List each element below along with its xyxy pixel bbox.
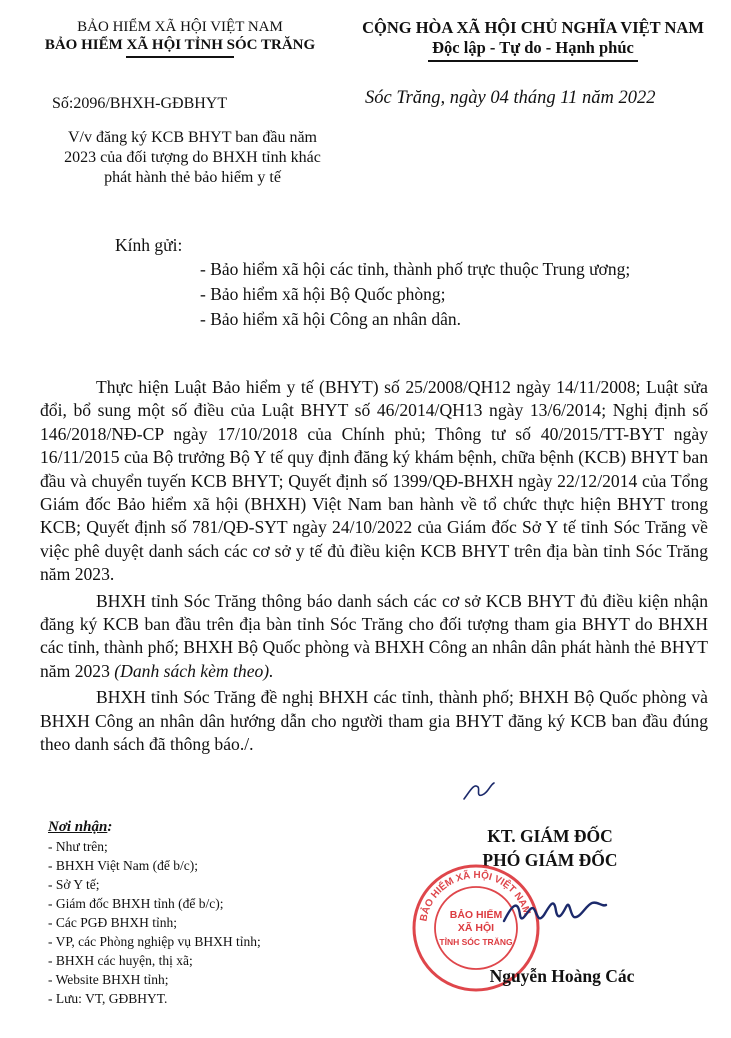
signer-title-1: KT. GIÁM ĐỐC: [487, 826, 613, 846]
svg-text:XÃ HỘI: XÃ HỘI: [457, 922, 495, 934]
distribution-item: - Như trên;: [48, 839, 108, 854]
recipient-item: - Bảo hiểm xã hội Bộ Quốc phòng;: [200, 284, 446, 304]
subject-line: phát hành thẻ bảo hiểm y tế: [104, 169, 281, 186]
signer-name: Nguyễn Hoàng Các: [489, 966, 635, 986]
issuer-header: [20, 18, 340, 58]
country-name: CỘNG HÒA XÃ HỘI CHỦ NGHĨA VIỆT NAM: [362, 18, 704, 37]
issuer-underline: [126, 56, 234, 58]
distribution-item: - BHXH các huyện, thị xã;: [48, 953, 193, 968]
signer-title-2: PHÓ GIÁM ĐỐC: [482, 850, 618, 870]
svg-text:BẢO HIỂM: BẢO HIỂM: [449, 909, 503, 921]
attachment-note: (Danh sách kèm theo).: [114, 660, 274, 681]
recipient-item: - Bảo hiểm xã hội các tỉnh, thành phố trực thuộc Trung ương;: [200, 259, 631, 279]
document-date: Sóc Trăng, ngày 04 tháng 11 năm 2022: [365, 88, 656, 108]
document-number: Số:2096/BHXH-GĐBHYT: [52, 95, 228, 112]
distribution-title: Nơi nhận:: [48, 819, 113, 835]
subject-line: V/v đăng ký KCB BHYT ban đầu năm: [67, 129, 317, 146]
paragraph-legal-basis: Thực hiện Luật Bảo hiểm y tế (BHYT) số 25/2008/QH12 ngày 14/11/2008; Luật sửa đổi, bổ sung một số điều của Luật BHYT số 46/2014/QH13 ngày 13/6/2014; Nghị định số 146/2018/NĐ-CP ngày 17/10/2018 của Chính phủ; Thông tư số 40/2015/TT-BYT ngày 16/11/2015 của Bộ trưởng Bộ Y tế quy định đăng ký khám bệnh, chữa bệnh (KCB) BHYT ban đầu và chuyển tuyến KCB BHYT; Quyết định số 1399/QĐ-BHXH ngày 22/12/2014 của Tổng Giám đốc Bảo hiểm xã hội (BHXH) Việt Nam ban hành về tổ chức thực hiện BHYT trong KCB; Quyết định số 781/QĐ-SYT ngày 24/10/2022 của Giám đốc Sở Y tế tỉnh Sóc Trăng về việc phê duyệt danh sách các cơ sở y tế đủ điều kiện KCB BHYT trên địa bàn tỉnh Sóc Trăng năm 2023.: [40, 377, 708, 585]
body-text: [40, 376, 708, 757]
distribution-item: - BHXH Việt Nam (để b/c);: [48, 858, 199, 873]
distribution-item: - Sở Y tế;: [48, 877, 100, 892]
motto-underline: [428, 60, 638, 62]
distribution-item: - Giám đốc BHXH tỉnh (để b/c);: [48, 896, 224, 911]
paragraph-request: BHXH tỉnh Sóc Trăng đề nghị BHXH các tỉnh, thành phố; BHXH Bộ Quốc phòng và BHXH Công an nhân dân hướng dẫn cho người tham gia BHYT đăng ký KCB ban đầu đúng theo danh sách đã thông báo./.: [40, 687, 708, 755]
subject: [20, 128, 365, 188]
motto: Độc lập - Tự do - Hạnh phúc: [432, 38, 634, 57]
announcement-text: BHXH tỉnh Sóc Trăng thông báo danh sách các cơ sở KCB BHYT đủ điều kiện nhận đăng ký KCB ban đầu trên địa bàn tỉnh Sóc Trăng cho đối tượng tham gia BHYT do BHXH các tỉnh, thành phố; BHXH Bộ Quốc phòng và BHXH Công an nhân dân phát hành thẻ BHYT năm 2023: [40, 590, 708, 681]
issuer-name: BẢO HIỂM XÃ HỘI TỈNH SÓC TRĂNG: [44, 37, 316, 53]
svg-text:TỈNH SÓC TRĂNG: TỈNH SÓC TRĂNG: [439, 937, 513, 947]
national-header: [348, 18, 718, 62]
distribution-list: [48, 818, 261, 1008]
distribution-item: - Website BHXH tỉnh;: [48, 972, 169, 987]
distribution-item: - VP, các Phòng nghiệp vụ BHXH tỉnh;: [48, 934, 261, 949]
recipients-label: Kính gửi:: [115, 235, 183, 255]
initial-mark: [460, 775, 500, 807]
issuer-parent: BẢO HIỂM XÃ HỘI VIỆT NAM: [77, 19, 283, 35]
recipient-item: - Bảo hiểm xã hội Công an nhân dân.: [200, 309, 461, 329]
paragraph-announcement: [40, 590, 708, 684]
subject-line: 2023 của đối tượng do BHXH tỉnh khác: [64, 149, 321, 166]
svg-text:BẢO HIỂM XÃ HỘI VIỆT NAM: BẢO HIỂM XÃ HỘI VIỆT NAM: [418, 869, 533, 923]
handwritten-signature: [500, 885, 610, 935]
distribution-item: - Các PGĐ BHXH tỉnh;: [48, 915, 177, 930]
distribution-item: - Lưu: VT, GĐBHYT.: [48, 991, 168, 1006]
